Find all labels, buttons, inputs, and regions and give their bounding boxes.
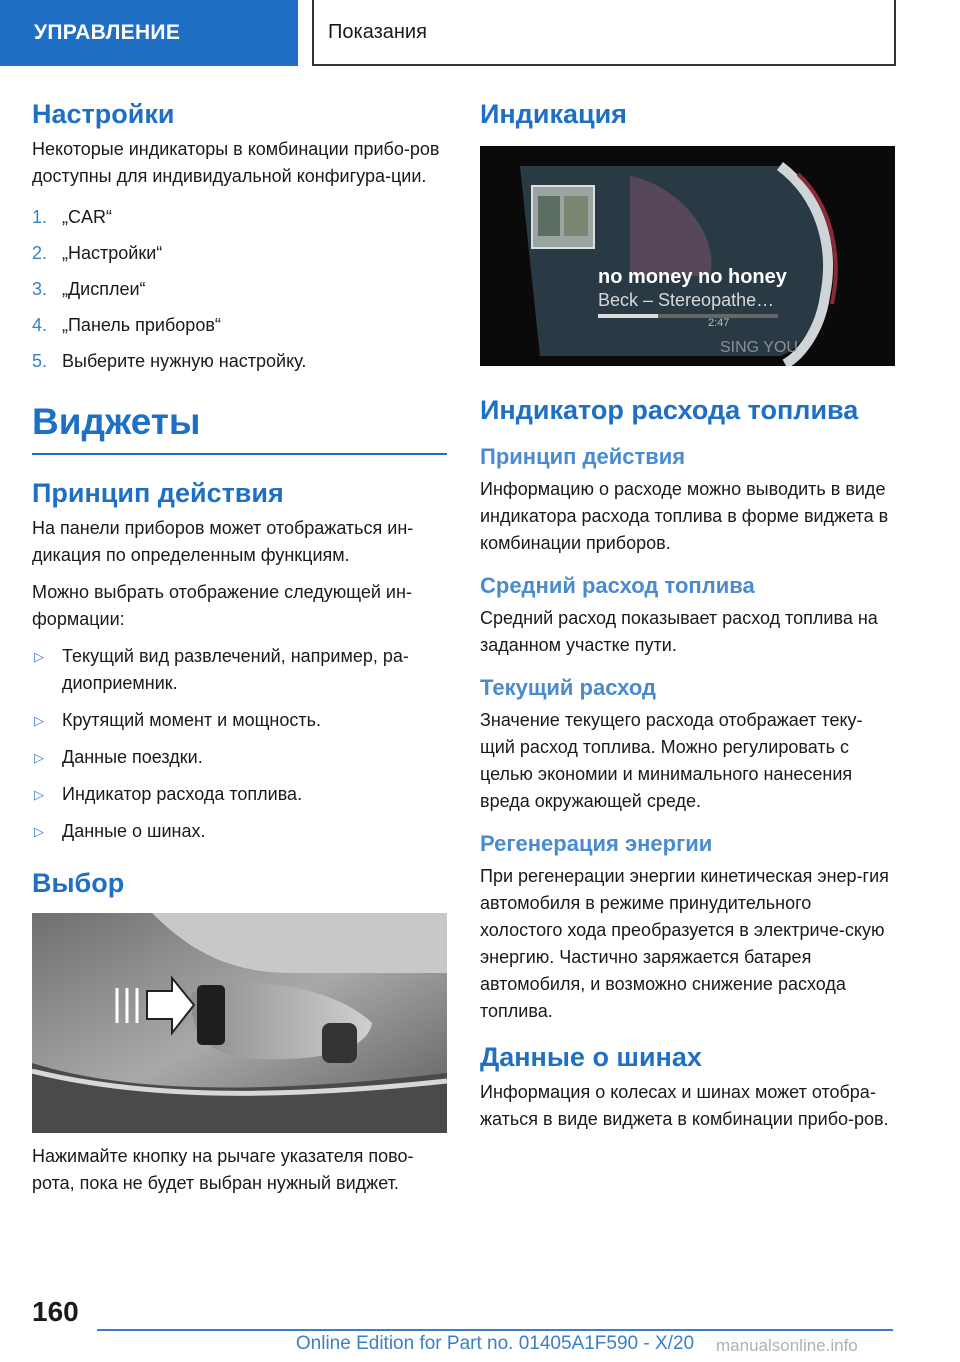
widgets-heading: Виджеты [32, 399, 447, 455]
list-item: ▷ Данные о шинах. [32, 818, 447, 845]
list-item: ▷ Крутящий момент и мощность. [32, 707, 447, 734]
list-item: ▷ Индикатор расхода топлива. [32, 781, 447, 808]
background-art-text: SING YOU [720, 339, 798, 356]
turn-signal-lever-photo [32, 913, 447, 1133]
selection-text: Нажимайте кнопку на рычаге указателя пово-рота, пока не будет выбран нужный виджет. [32, 1146, 414, 1193]
widget-options-list [32, 643, 447, 845]
avg-consumption-text: Средний расход показывает расход топлива на заданном участке пути. [480, 608, 878, 655]
track-time: 2:47 [708, 317, 730, 329]
list-item: 2. „Настройки“ [32, 243, 163, 263]
song-title: no money no honey [598, 266, 787, 288]
artist-name: Beck – Stereopathe… [598, 290, 775, 310]
section-tab: УПРАВЛЕНИЕ [0, 0, 298, 66]
list-item: 5. Выберите нужную настройку. [32, 351, 307, 371]
principle-heading: Принцип действия [32, 478, 284, 508]
indication-heading: Индикация [480, 99, 627, 129]
energy-recovery-heading: Регенерация энергии [480, 831, 713, 856]
settings-steps [32, 204, 447, 375]
footer-divider [97, 1329, 893, 1331]
avg-consumption-heading: Средний расход топлива [480, 573, 755, 598]
page-number: 160 [32, 1296, 79, 1327]
tire-data-text: Информация о колесах и шинах может отобра-жаться в виде виджета в комбинации прибо-ров. [480, 1082, 889, 1129]
instrument-cluster-display-photo [480, 146, 895, 366]
settings-heading: Настройки [32, 99, 175, 129]
list-item: 1. „CAR“ [32, 207, 112, 227]
list-item: 3. „Дисплеи“ [32, 279, 146, 299]
watermark: manualsonline.info [716, 1336, 858, 1355]
chapter-title: Показания [312, 0, 896, 66]
current-consumption-heading: Текущий расход [480, 675, 656, 700]
selection-heading: Выбор [32, 868, 125, 898]
triangle-bullet-icon: ▷ [34, 824, 44, 839]
principle-paragraph-1: На панели приборов может отображаться ин-дикация по определенным функциям. [32, 518, 414, 565]
settings-intro: Некоторые индикаторы в комбинации прибо-ров доступны для индивидуальной конфигура-ции. [32, 139, 440, 186]
triangle-bullet-icon: ▷ [34, 750, 44, 765]
triangle-bullet-icon: ▷ [34, 787, 44, 802]
triangle-bullet-icon: ▷ [34, 713, 44, 728]
list-item: ▷ Текущий вид развлечений, например, ра-диоприемник. [32, 643, 447, 697]
energy-recovery-text: При регенерации энергии кинетическая энер-гия автомобиля в режиме принудительного холостого хода преобразуется в электриче-скую энергию. Частично заряжается батарея автомобиля, и возможно снижение расхода топлива. [480, 866, 889, 1021]
left-column [32, 96, 447, 1207]
current-consumption-text: Значение текущего расхода отображает теку-щий расход топлива. Можно регулировать с целью экономии и минимального нанесения вреда окружающей среде. [480, 710, 863, 811]
fuel-principle-heading: Принцип действия [480, 444, 686, 469]
fuel-indicator-heading: Индикатор расхода топлива [480, 395, 859, 425]
list-item: ▷ Данные поездки. [32, 744, 447, 771]
right-column [480, 96, 895, 1143]
tire-data-heading: Данные о шинах [480, 1042, 702, 1072]
list-item: 4. „Панель приборов“ [32, 315, 221, 335]
triangle-bullet-icon: ▷ [34, 649, 44, 664]
fuel-principle-text: Информацию о расходе можно выводить в виде индикатора расхода топлива в форме виджета в комбинации приборов. [480, 479, 889, 553]
principle-paragraph-2: Можно выбрать отображение следующей ин-формации: [32, 582, 412, 629]
edition-note: Online Edition for Part no. 01405A1F590 - X/20 [295, 1333, 695, 1354]
